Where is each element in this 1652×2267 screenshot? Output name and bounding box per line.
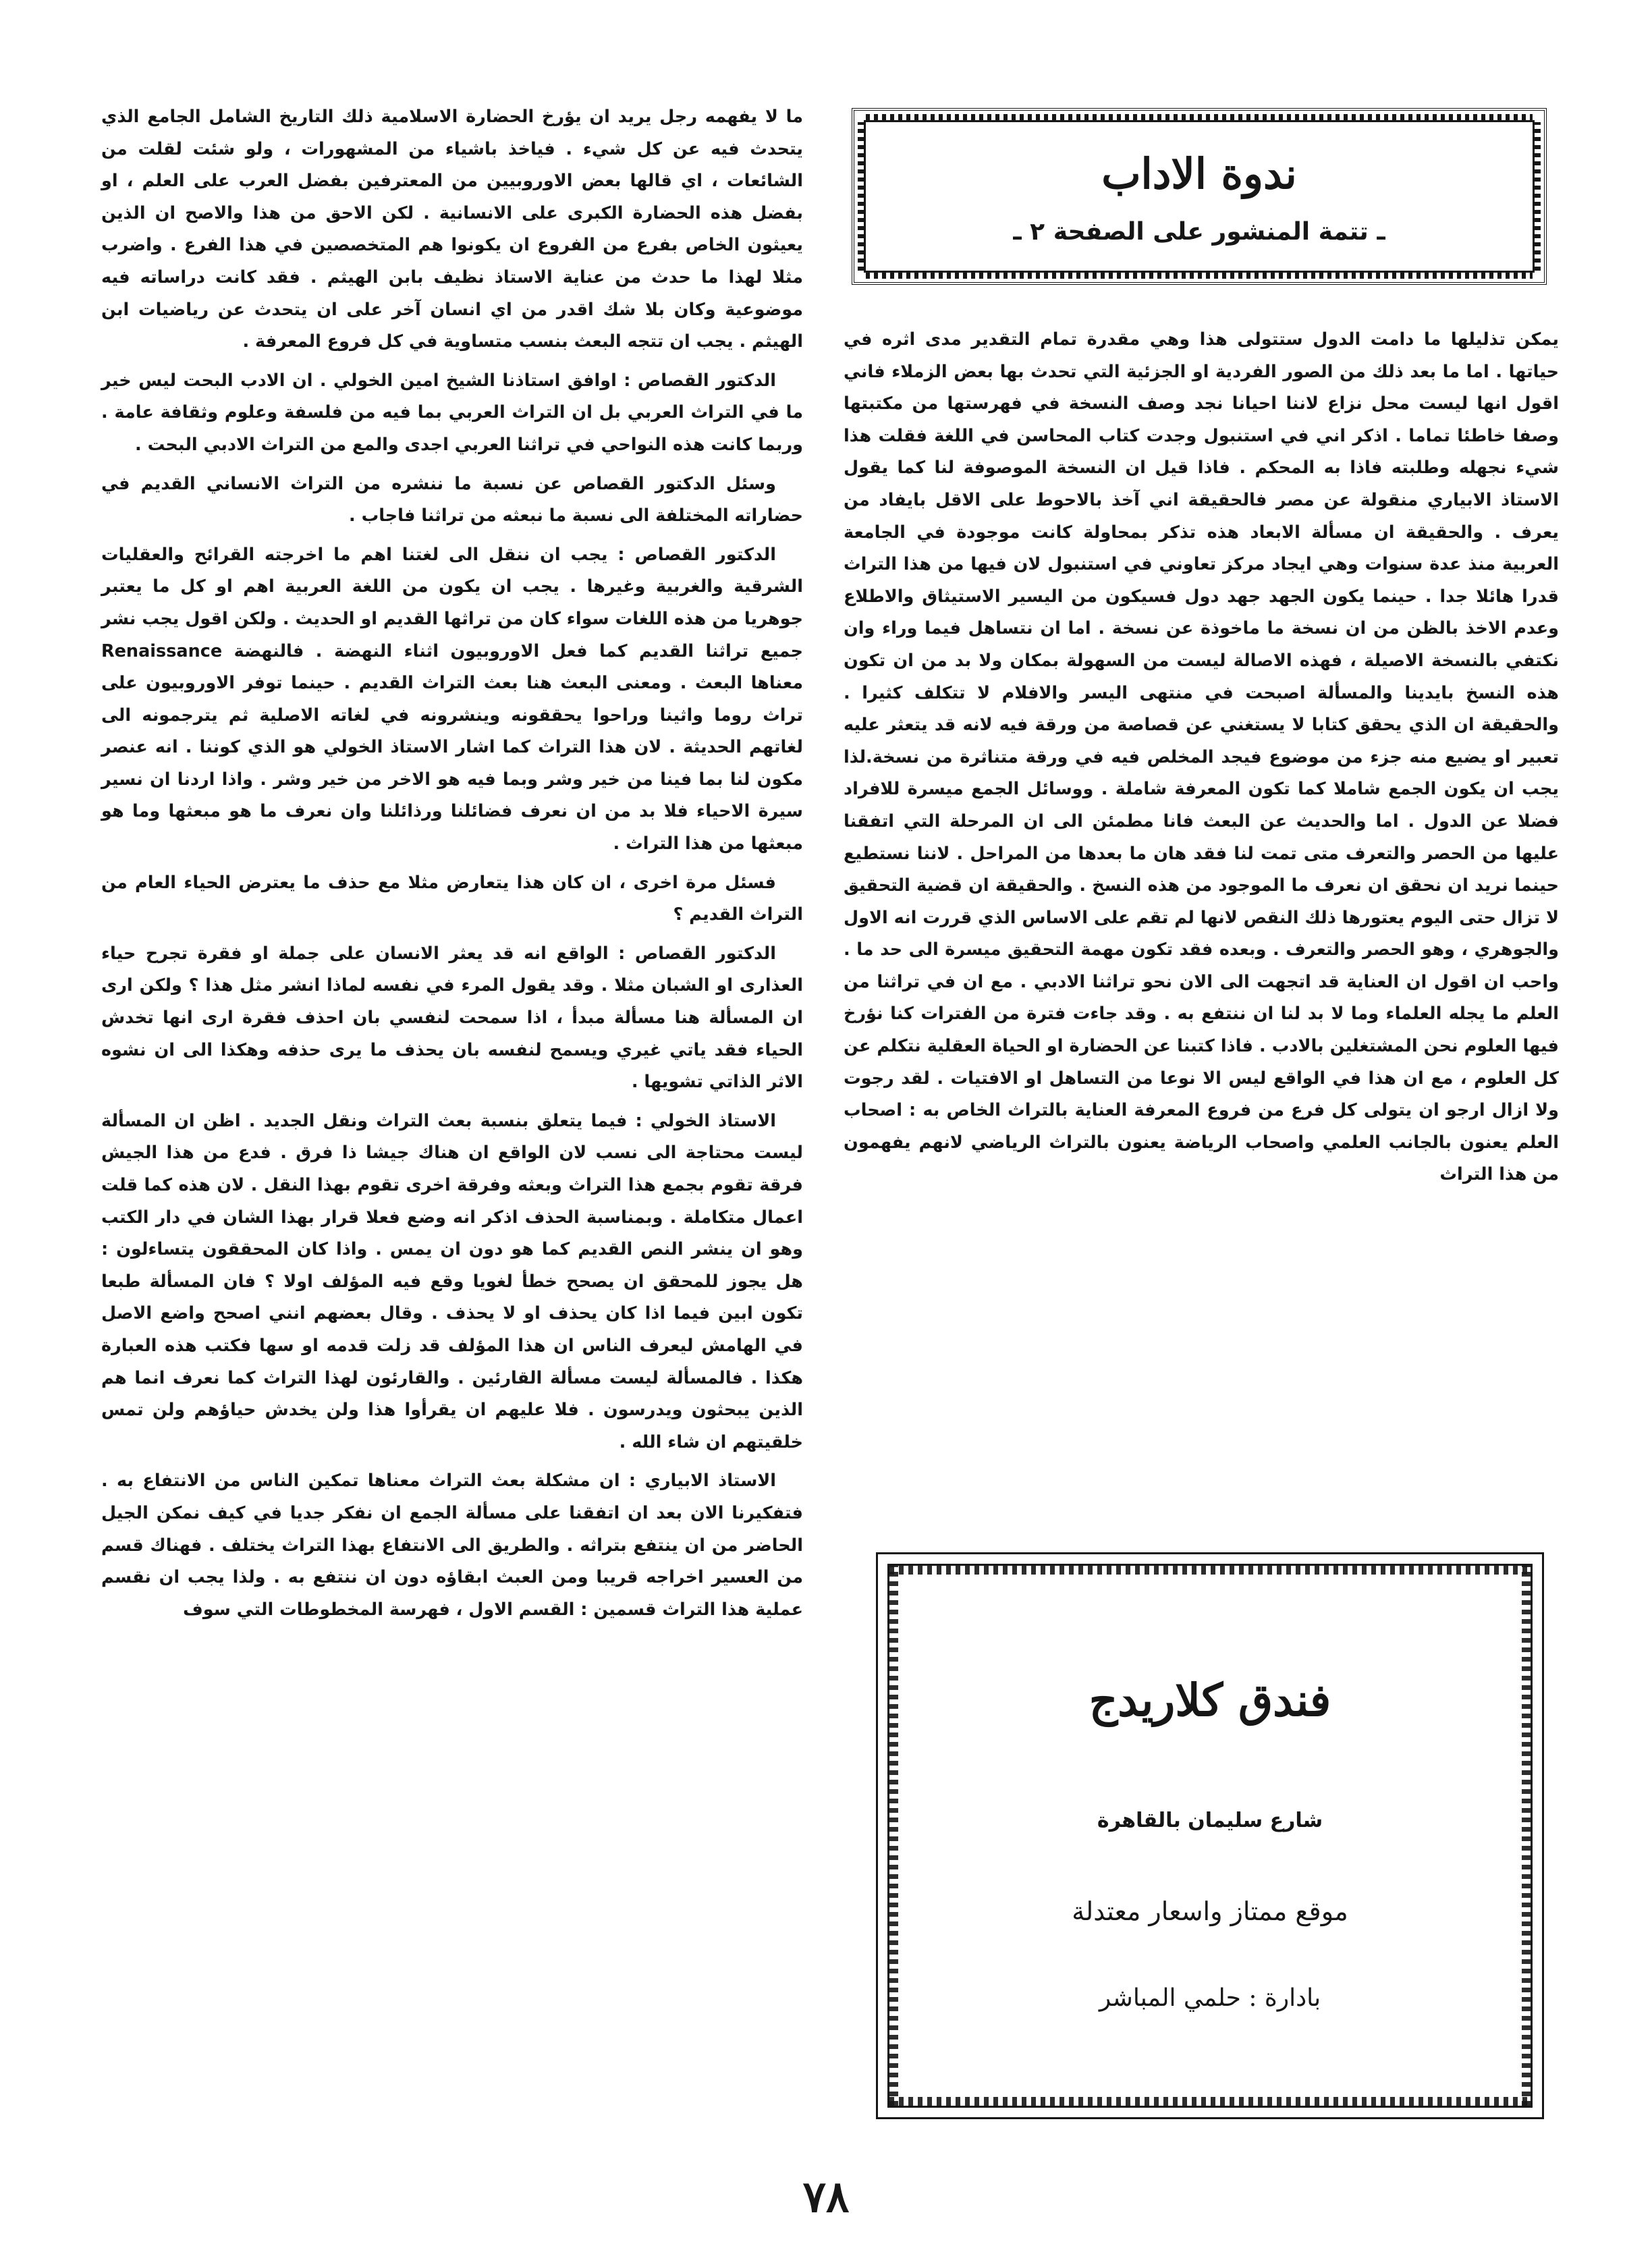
right-paragraph-1: يمكن تذليلها ما دامت الدول ستتولى هذا وهي مقدرة تمام التقدير مدى اثره في حياتها . اما ما بعد ذلك من الصور الفردية او الجزئية التي تحدث بها بعض الزملاء فاني اقول انها ليست محل نزاع لاننا احيانا نجد وصف النسخة في فهرستها من مكتبتها وصفا خاطئا تماما . اذكر اني في استنبول وجدت كتاب المحاسن في اللغة فقلت هذا شيء نجهله وطلبته فاذا به المحكم . فاذا قيل ان النسخة الموصوفة لنا كما يقول الاستاذ الابياري منقولة عن مصر فالحقيقة اني آخذ بالاحوط على الاقل بايفاد من يعرف . والحقيقة ان مسألة الابعاد هذه تذكر بمحاولة كانت موجودة في الجامعة العربية منذ عدة سنوات وهي ايجاد مركز تعاوني في استنبول لان فيها من هذا التراث قدرا هائلا جدا . حينما يكون الجهد جهد دول فسيكون من اليسير الاستيثاق والاطلاع وعدم الاخذ بالظن من ان نسخة ما ماخوذة عن نسخة . اما ان نتساهل فيما وراء وان نكتفي بالنسخة الاصيلة ، فهذه الاصالة ليست من السهولة بمكان ولا بد من ان تكون هذه النسخ بايدينا والمسألة اصبحت في منتهى اليسر والافلام لا تتكلف كثيرا . والحقيقة ان الذي يحقق كتابا لا يستغني عن قصاصة من ورقة فيه لانه قد يتعثر عليه تعبير او يضيع منه جزء من موضوع فيجد المخلص فيه في ورقة متناثرة من نسخة.لذا يجب ان يكون الجمع شاملا كما تكون المعرفة شاملة . ووسائل الجمع ميسرة للافراد فضلا عن الدول . اما والحديث عن البعث فانا مطمئن الى ان المرحلة التي اتفقنا عليها من الحصر والتعرف متى تمت لنا فقد هان ما بعدها من المراحل . لاننا نستطيع حينما نريد ان نحقق ان نعرف ما الموجود من هذه النسخ . والحقيقة ان قضية التحقيق لا تزال حتى اليوم يعتورها ذلك النقص لانها لم تقم على الاساس الذي قررت انه الاول والجوهري ، وهو الحصر والتعرف . وبعده فقد تكون مهمة التحقيق ميسرة الى حد ما . واحب ان اقول ان العناية قد اتجهت الى الان نحو تراثنا الادبي . مع ان في تراثنا من العلم ما يجله العلماء وما لا بد لنا ان ننتفع به . وقد جاءت فترة من الفترات كنا نؤرخ فيها العلوم نحن المشتغلين بالادب . فاذا كتبنا عن الحضارة او الحياة العقلية نتكلم عن كل العلوم ، مع ان هذا في الواقع ليس الا نوعا من التساهل او الافتيات . لقد رجوت ولا ازال ارجو ان يتولى كل فرع من فروع المعرفة العناية بالتراث الخاص به : اصحاب العلم يعنون بالجانب العلمي واصحاب الرياضة يعنون بالتراث الرياضي لانهم يفهمون من هذا التراث [844, 329, 1559, 1185]
ad-slogan: موقع ممتاز واسعار معتدلة [1072, 1896, 1348, 1926]
article-title: ندوة الاداب [1101, 149, 1297, 198]
ad-chain-border-right [1522, 1566, 1531, 2106]
header-chain-border-right [1533, 122, 1541, 271]
page-number: ٧٨ [802, 2172, 850, 2222]
ad-manager: بادارة : حلمي المباشر [1099, 1984, 1321, 2012]
ad-chain-border-left [889, 1566, 898, 2106]
ad-chain-border-bottom [889, 2097, 1531, 2106]
article-header-box [852, 108, 1547, 285]
ad-address: شارع سليمان بالقاهرة [1097, 1809, 1323, 1832]
header-chain-border-top [866, 114, 1533, 122]
ad-inner-frame [887, 1564, 1533, 2108]
header-chain-border-bottom [866, 271, 1533, 279]
article-subtitle: ـ تتمة المنشور على الصفحة ٢ ـ [1013, 218, 1385, 246]
header-inner-frame [864, 120, 1535, 273]
ad-hotel-name: فندق كلاريدج [1089, 1674, 1331, 1726]
right-column [844, 324, 1559, 1198]
left-column [101, 101, 803, 1633]
hotel-advertisement [876, 1552, 1544, 2119]
left-paragraph-4: الدكتور القصاص : يجب ان ننقل الى لغتنا اهم ما اخرجته القرائح والعقليات الشرقية والغربية وغيرها . يجب ان يكون من اللغة العربية اهم او كل ما يعتبر جوهريا من هذه اللغات سواء كان من تراثها القديم او الحديث . ولكن اقول يجب نشر جميع تراثنا القديم كما فعل الاوروبيون اثناء النهضة . فالنهضة Renaissance معناها البعث . ومعنى البعث هنا بعث التراث القديم . حينما توفر الاوروبيون على تراث روما واثينا وراحوا يحققونه وينشرونه في لغاته الاصلية ثم يترجمونه الى لغاتهم الحديثة . لان هذا التراث كما اشار الاستاذ الخولي هو الذي كوننا . انه عنصر مكون لنا بما فينا من خير وشر وبما فيه هو الاخر من خير وشر . واذا اردنا ان نسير سيرة الاحياء فلا بد من ان نعرف فضائلنا ورذائلنا وان نعرف ما هو مبعثها وما هو مبعثها من هذا التراث . [101, 544, 803, 854]
left-paragraph-1: ما لا يفهمه رجل يريد ان يؤرخ الحضارة الاسلامية ذلك التاريخ الشامل الجامع الذي يتحدث فيه عن كل شيء . فياخذ باشياء من المشهورات ، ولو شئت لقلت من الشائعات ، اي قالها بعض الاوروبيين من المعترفين بفضل العرب على العلم ، او بفضل هذه الحضارة الكبرى على الانسانية . لكن الاحق من هذا والاصح ان الذين يعيثون الخاص بفرع من الفروع ان يكونوا هم المتخصصين في هذا الفرع . واضرب مثلا لهذا ما حدث من عناية الاستاذ نظيف بابن الهيثم . فقد كانت دراساته فيه موضوعية وكان بلا شك اقدر من اي انسان آخر على ان يتحدث عن رياضيات ابن الهيثم . يجب ان تتجه البعث بنسب متساوية في كل فروع المعرفة . [101, 107, 803, 352]
ad-chain-border-top [889, 1565, 1531, 1575]
left-paragraph-8: الاستاذ الابياري : ان مشكلة بعث التراث معناها تمكين الناس من الانتفاع به . فتفكيرنا الان بعد ان اتفقنا على مسألة الجمع ان نفكر جديا في كيف نمكن الجيل الحاضر من ان ينتفع بتراثه . والطريق الى الانتفاع بهذا التراث يختلف . فهناك قسم من العسير اخراجه قريبا ومن العبث ابقاؤه دون ان ننتفع به . ولذا يجب ان نقسم عملية هذا التراث قسمين : القسم الاول ، فهرسة المخطوطات التي سوف [101, 1471, 803, 1620]
left-paragraph-7: الاستاذ الخولي : فيما يتعلق بنسبة بعث التراث ونقل الجديد . اظن ان المسألة ليست محتاجة الى نسب لان الواقع ان هناك جيشا ذا فرق . فدع من هذا الجيش فرقة تقوم بجمع هذا التراث وبعثه وفرقة اخرى تقوم بهذا النقل . لان هذه كما قلت اعمال متكاملة . وبمناسبة الحذف اذكر انه وضع فعلا قرار بهذا الشان في دار الكتب وهو ان ينشر النص القديم كما هو دون ان يمس . واذا كان المحققون يتساءلون : هل يجوز للمحقق ان يصحح خطأ لغويا وقع فيه المؤلف اولا ؟ فان المسألة طبعا تكون ابين فيما اذا كان يحذف او لا يحذف . وقال بعضهم انني اصحح واضع الاصل في الهامش ليعرف الناس ان هذا المؤلف قد زلت قدمه او سها فكتب هذه العبارة هكذا . فالمسألة ليست مسألة القارئين . والقارئون لهذا التراث كما نعرف انما هم الذين يبحثون ويدرسون . فلا عليهم ان يقرأوا هذا ولن يخدش حياؤهم ولن تمس خلقيتهم ان شاء الله . [101, 1110, 803, 1452]
header-chain-border-left [858, 122, 866, 271]
left-paragraph-2: الدكتور القصاص : اوافق استاذنا الشيخ امين الخولي . ان الادب البحت ليس خير ما في التراث العربي بل ان التراث العربي بما فيه من فلسفة وعلوم وثقافة عامة . وربما كانت هذه النواحي في تراثنا العربي اجدى والمع من التراث الادبي البحت . [101, 370, 803, 455]
left-paragraph-3: وسئل الدكتور القصاص عن نسبة ما ننشره من التراث الانساني القديم في حضاراته المختلفة الى نسبة ما نبعثه من تراثنا فاجاب . [101, 473, 803, 526]
left-paragraph-5: فسئل مرة اخرى ، ان كان هذا يتعارض مثلا مع حذف ما يعترض الحياء العام من التراث القديم ؟ [101, 872, 803, 925]
left-paragraph-6: الدكتور القصاص : الواقع انه قد يعثر الانسان على جملة او فقرة تجرح حياء العذارى او الشبان مثلا . وقد يقول المرء في نفسه لماذا انشر مثل هذا ؟ ولكن ارى ان المسألة هنا مسألة مبدأ ، اذا سمحت لنفسي بان احذف فقرة ارى انها تخدش الحياء فقد ياتي غيري ويسمح لنفسه بان يحذف ما يرى حذفه وهكذا الى ان نشوه الاثر الذاتي تشويها . [101, 943, 803, 1093]
